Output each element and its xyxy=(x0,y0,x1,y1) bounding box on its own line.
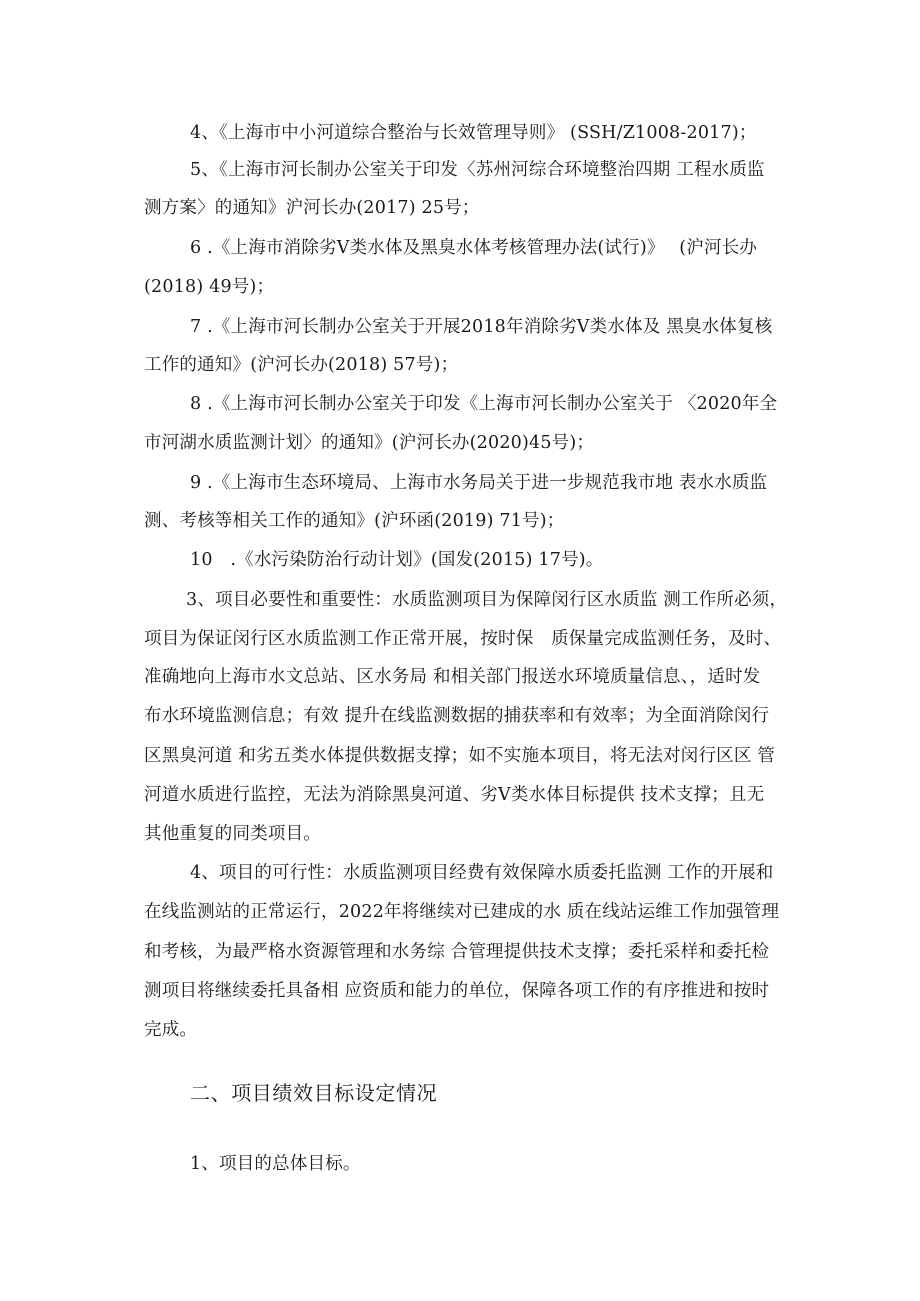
reference-item-8-line-1: 8 .《上海市河长制办公室关于印发《上海市河长制办公室关于 〈2020年全 xyxy=(190,394,778,414)
section-heading: 二、项目绩效目标设定情况 xyxy=(190,1081,438,1105)
reference-item-5-line-1: 5、《上海市河长制办公室关于印发〈苏州河综合环境整治四期 工程水质监 xyxy=(190,160,765,180)
feasibility-paragraph-line-5: 完成。 xyxy=(144,1020,198,1040)
reference-item-7-line-1: 7 .《上海市河长制办公室关于开展2018年消除劣V类水体及 黑臭水体复核 xyxy=(190,317,773,337)
subsection-heading: 1、项目的总体目标。 xyxy=(190,1154,361,1174)
necessity-paragraph-line-7: 其他重复的同类项目。 xyxy=(144,824,321,844)
necessity-paragraph-line-3: 准确地向上海市水文总站、区水务局 和相关部门报送水环境质量信息、，适时发 xyxy=(144,667,761,687)
necessity-paragraph-line-4: 布水环境监测信息；有效 提升在线监测数据的捕获率和有效率；为全面消除闵行 xyxy=(144,706,770,726)
feasibility-paragraph-line-3: 和考核，为最严格水资源管理和水务综 合管理提供技术支撑；委托采样和委托检 xyxy=(144,942,770,962)
reference-item-6-line-2: (2018) 49号)； xyxy=(144,277,275,297)
reference-item-9-line-1: 9 .《上海市生态环境局、上海市水务局关于进一步规范我市地 表水水质监 xyxy=(190,473,768,493)
necessity-paragraph-line-2: 项目为保证闵行区水质监测工作正常开展，按时保 质保量完成监测任务，及时、 xyxy=(144,629,782,649)
necessity-paragraph-line-1: 3、项目必要性和重要性：水质监测项目为保障闵行区水质监 测工作所必须， xyxy=(186,590,788,610)
feasibility-paragraph-line-2: 在线监测站的正常运行，2022年将继续对已建成的水 质在线站运维工作加强管理 xyxy=(144,902,780,922)
reference-item-4: 4、《上海市中小河道综合整治与长效管理导则》 (SSH/Z1008-2017)； xyxy=(190,123,757,143)
reference-item-5-line-2: 测方案〉的通知》沪河长办(2017) 25号； xyxy=(144,198,480,218)
reference-item-8-line-2: 市河湖水质监测计划〉的通知》(沪河长办(2020)45号)； xyxy=(144,433,595,453)
necessity-paragraph-line-6: 河道水质进行监控，无法为消除黑臭河道、劣V类水体目标提供 技术支撑；且无 xyxy=(144,785,765,805)
feasibility-paragraph-line-1: 4、项目的可行性：水质监测项目经费有效保障水质委托监测 工作的开展和 xyxy=(190,863,774,883)
reference-item-9-line-2: 测、考核等相关工作的通知》(沪环函(2019) 71号)； xyxy=(144,511,565,531)
feasibility-paragraph-line-4: 测项目将继续委托具备相 应资质和能力的单位，保障各项工作的有序推进和按时 xyxy=(144,981,770,1001)
reference-item-7-line-2: 工作的通知》(沪河长办(2018) 57号)； xyxy=(144,355,459,375)
reference-item-10: 10 .《水污染防治行动计划》(国发(2015) 17号)。 xyxy=(190,550,604,570)
reference-item-6-line-1: 6 .《上海市消除劣V类水体及黑臭水体考核管理办法(试行)》 (沪河长办 xyxy=(190,238,758,258)
necessity-paragraph-line-5: 区黑臭河道 和劣五类水体提供数据支撑；如不实施本项目，将无法对闵行区区 管 xyxy=(144,746,776,766)
